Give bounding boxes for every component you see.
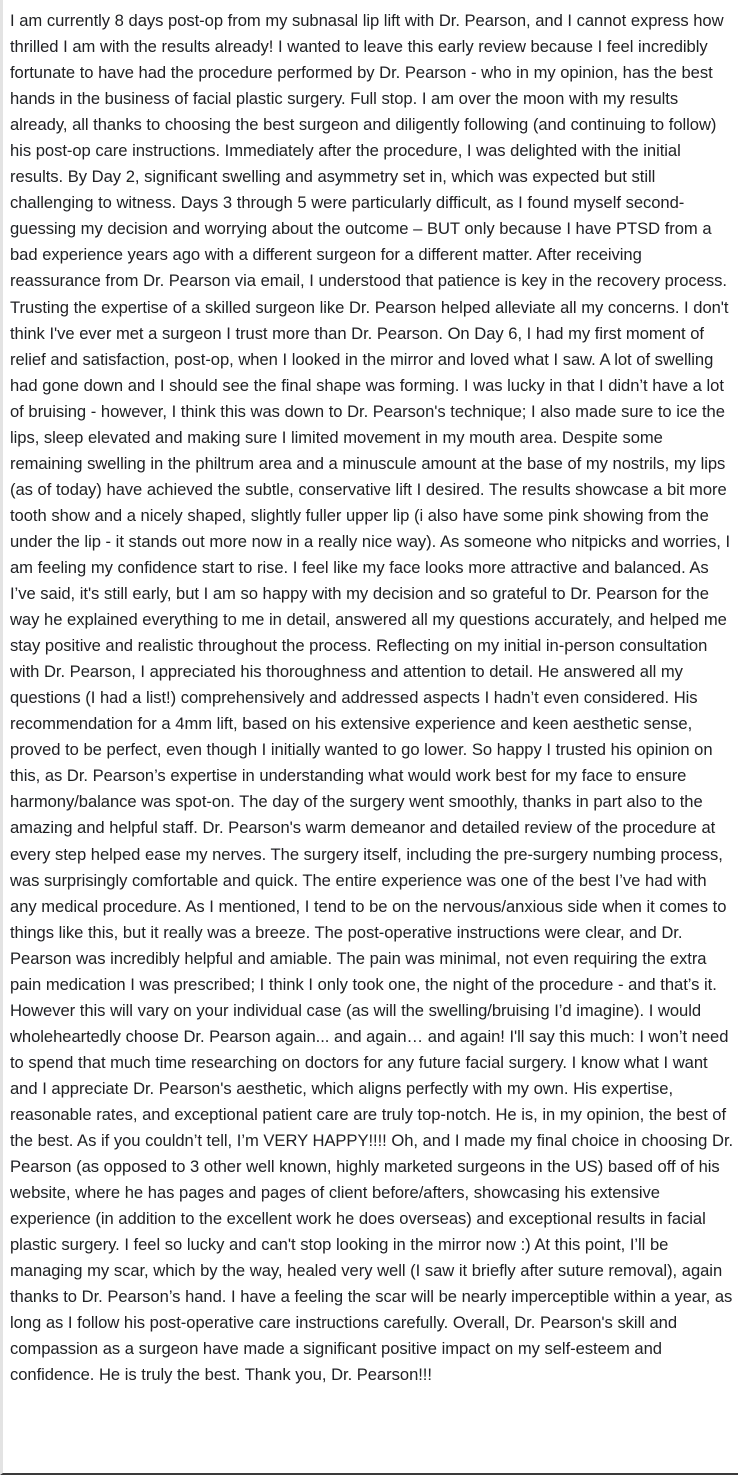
- review-body-text: I am currently 8 days post-op from my subnasal lip lift with Dr. Pearson, and I cannot express how thrilled I am with the results already! I wanted to leave this early review because I feel incredibly fortunate to have had the procedure performed by Dr. Pearson - who in my opinion, has the best hands in the business of facial plastic surgery. Full stop. I am over the moon with my results already, all thanks to choosing the best surgeon and diligently following (and continuing to follow) his post-op care instructions. Immediately after the procedure, I was delighted with the initial results. By Day 2, significant swelling and asymmetry set in, which was expected but still challenging to witness. Days 3 through 5 were particularly difficult, as I found myself second-guessing my decision and worrying about the outcome – BUT only because I have PTSD from a bad experience years ago with a different surgeon for a different matter. After receiving reassurance from Dr. Pearson via email, I understood that patience is key in the recovery process. Trusting the expertise of a skilled surgeon like Dr. Pearson helped alleviate all my concerns. I don't think I've ever met a surgeon I trust more than Dr. Pearson. On Day 6, I had my first moment of relief and satisfaction, post-op, when I looked in the mirror and loved what I saw. A lot of swelling had gone down and I should see the final shape was forming. I was lucky in that I didn’t have a lot of bruising - however, I think this was down to Dr. Pearson's technique; I also made sure to ice the lips, sleep elevated and making sure I limited movement in my mouth area. Despite some remaining swelling in the philtrum area and a minuscule amount at the base of my nostrils, my lips (as of today) have achieved the subtle, conservative lift I desired. The results showcase a bit more tooth show and a nicely shaped, slightly fuller upper lip (i also have some pink showing from the under the lip - it stands out more now in a really nice way). As someone who nitpicks and worries, I am feeling my confidence start to rise. I feel like my face looks more attractive and balanced. As I’ve said, it's still early, but I am so happy with my decision and so grateful to Dr. Pearson for the way he explained everything to me in detail, answered all my questions accurately, and helped me stay positive and realistic throughout the process. Reflecting on my initial in-person consultation with Dr. Pearson, I appreciated his thoroughness and attention to detail. He answered all my questions (I had a list!) comprehensively and addressed aspects I hadn’t even considered. His recommendation for a 4mm lift, based on his extensive experience and keen aesthetic sense, proved to be perfect, even though I initially wanted to go lower. So happy I trusted his opinion on this, as Dr. Pearson’s expertise in understanding what would work best for my face to ensure harmony/balance was spot-on. The day of the surgery went smoothly, thanks in part also to the amazing and helpful staff. Dr. Pearson's warm demeanor and detailed review of the procedure at every step helped ease my nerves. The surgery itself, including the pre-surgery numbing process, was surprisingly comfortable and quick. The entire experience was one of the best I’ve had with any medical procedure. As I mentioned, I tend to be on the nervous/anxious side when it comes to things like this, but it really was a breeze. The post-operative instructions were clear, and Dr. Pearson was incredibly helpful and amiable. The pain was minimal, not even requiring the extra pain medication I was prescribed; I think I only took one, the night of the procedure - and that’s it. However this will vary on your individual case (as will the swelling/bruising I’d imagine). I would wholeheartedly choose Dr. Pearson again... and again… and again! I'll say this much: I won’t need to spend that much time researching on doctors for any future facial surgery. I know what I want and I appreciate Dr. Pearson's aesthetic, which aligns perfectly with my own. His expertise, reasonable rates, and exceptional patient care are truly top-notch. He is, in my opinion, the best of the best. As if you couldn’t tell, I’m VERY HAPPY!!!! Oh, and I made my final choice in choosing Dr. Pearson (as opposed to 3 other well known, highly marketed surgeons in the US) based off of his website, where he has pages and pages of client before/afters, showcasing his extensive experience (in addition to the excellent work he does overseas) and exceptional results in facial plastic surgery. I feel so lucky and can't stop looking in the mirror now :) At this point, I’ll be managing my scar, which by the way, healed very well (I saw it briefly after suture removal), again thanks to Dr. Pearson’s hand. I have a feeling the scar will be nearly imperceptible within a year, as long as I follow his post-operative care instructions carefully. Overall, Dr. Pearson's skill and compassion as a surgeon have made a significant positive impact on my self-esteem and confidence. He is truly the best. Thank you, Dr. Pearson!!!: [10, 11, 734, 1385]
